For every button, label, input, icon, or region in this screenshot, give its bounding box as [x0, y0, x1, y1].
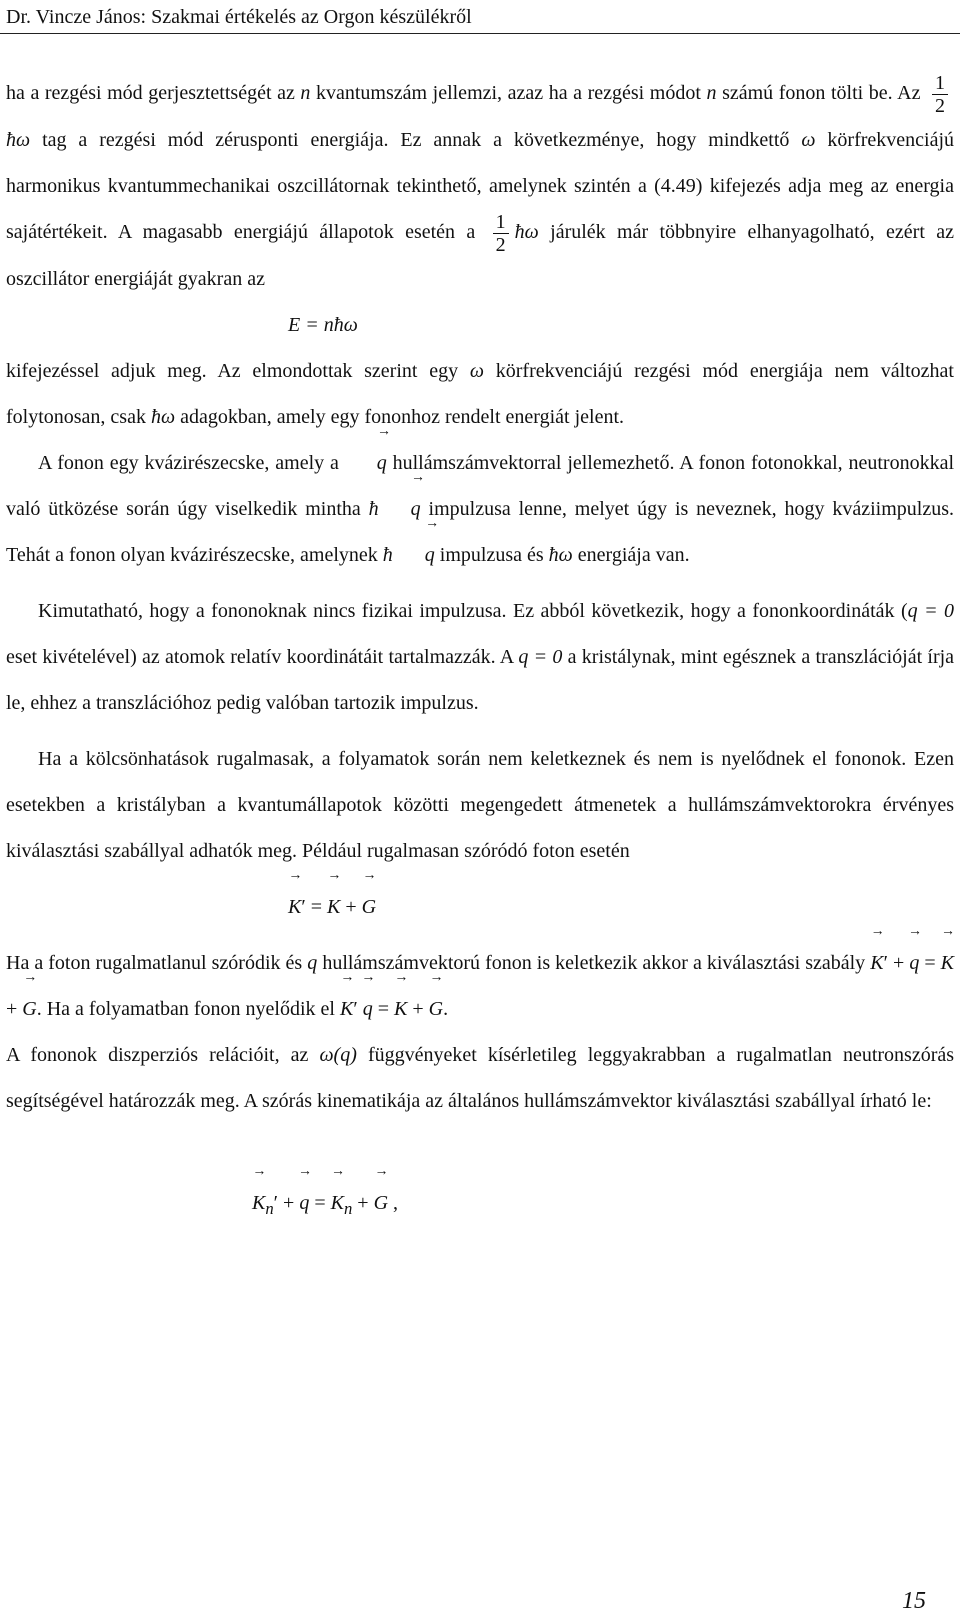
- math-vector-q: → q: [299, 1180, 309, 1226]
- math-equals: =: [309, 1191, 331, 1214]
- math-vector-K: → K: [394, 986, 407, 1032]
- math-vector-K: → K: [288, 884, 301, 930]
- text: tag a rezgési mód zérusponti energiája. Ez annak a következménye, hogy mindkettő: [42, 128, 790, 151]
- text: kvantumszám jellemzi, azaz ha a rezgési módot: [315, 82, 701, 104]
- math-vector-q: → q: [379, 486, 421, 532]
- equation-energy: E = nħω: [288, 313, 358, 336]
- text: hullámszámvektorú fonon is keletkezik akkor a kiválasztási szabály: [322, 951, 866, 974]
- text: energiája van.: [577, 543, 690, 566]
- paragraph-6: [6, 940, 954, 1032]
- math-plus: +: [278, 1191, 300, 1214]
- math-plus: +: [340, 895, 362, 918]
- fraction-half: [932, 72, 948, 117]
- equation-selection-rule: [6, 1180, 954, 1232]
- math-vector-q: → q: [393, 532, 435, 578]
- paragraph-1: [6, 70, 954, 302]
- fraction-numerator: 1: [932, 72, 948, 95]
- math-vector-q: → q: [363, 986, 373, 1032]
- math-plus: +: [352, 1191, 374, 1214]
- math-equals: =: [919, 951, 941, 974]
- math-plus: +: [407, 997, 429, 1020]
- document-body: [6, 70, 954, 1232]
- paragraph-5: [6, 736, 954, 874]
- fraction-numerator: 1: [493, 211, 509, 234]
- text: A fonon egy kvázirészecske, amely a: [38, 451, 339, 474]
- math-vector-K: → K: [252, 1180, 265, 1226]
- fraction-denominator: 2: [495, 233, 506, 256]
- math-omega-of-q: ω(q): [319, 1043, 357, 1066]
- math-prime: ′: [301, 895, 306, 918]
- fraction-half: [493, 211, 509, 256]
- text: . Ha a folyamatban fonon nyelődik el: [36, 997, 335, 1020]
- math-omega: ω: [801, 128, 816, 151]
- math-vector-q: → q: [345, 440, 387, 486]
- page-header: Dr. Vincze János: Szakmai értékelés az Orgon készülékről: [6, 6, 472, 28]
- math-q: q: [307, 951, 318, 974]
- math-vector-K: → K: [340, 986, 353, 1032]
- math-vector-G: → G: [374, 1180, 388, 1226]
- paragraph-4: [6, 588, 954, 726]
- text: hullámszámvektorral jellemezhető. A fonon fotonokkal, neutronokkal való ütközése során úgy viselkedik mintha: [6, 451, 955, 520]
- math-subscript-n: n: [265, 1198, 274, 1218]
- math-subscript-n: n: [343, 1198, 353, 1218]
- text: .: [443, 997, 449, 1020]
- math-q-zero: q = 0: [518, 645, 563, 668]
- math-hbar: ħ: [368, 497, 379, 520]
- math-prime: ′: [883, 951, 888, 974]
- fraction-denominator: 2: [935, 94, 946, 117]
- math-vector-K: → K: [941, 940, 954, 986]
- math-vector-K: → K: [331, 1180, 344, 1226]
- text: függvényeket kísérletileg leggyakrabban a rugalmatlan neutronszórás segítségével határozzák meg. A szórás kinematikája az általános hullámszámvektor kiválasztási szabállyal írható le:: [6, 1043, 955, 1112]
- math-n: n: [300, 82, 311, 104]
- text: kifejezéssel adjuk meg. Az elmondottak szerint egy: [6, 359, 459, 382]
- paragraph-2: [6, 348, 954, 440]
- text: Kimutatható, hogy a fononoknak nincs fizikai impulzusa. Ez abból következik, hogy a fononkoordináták (: [38, 599, 908, 622]
- text: A fononok diszperziós relációit, az: [6, 1043, 309, 1066]
- math-vector-G: → G: [22, 986, 36, 1032]
- header-divider: [0, 33, 960, 34]
- math-q-zero: q = 0: [907, 599, 955, 622]
- equation-elastic: [6, 884, 954, 930]
- math-equals: =: [372, 997, 394, 1020]
- text: járulék már többnyire elhanyagolható, ezért az oszcillátor energiáját gyakran az: [6, 220, 954, 290]
- text: számú fonon tölti be. Az: [722, 82, 921, 104]
- text: eset kivételével) az atomok relatív koordinátáit tartalmazzák. A: [6, 645, 514, 668]
- text: impulzusa lenne, melyet úgy is neveznek, hogy kváziimpulzus. Tehát a fonon olyan kvázirészecske, amelynek: [6, 497, 955, 566]
- math-comma: ,: [388, 1191, 399, 1214]
- math-hbar: ħ: [382, 543, 393, 566]
- math-vector-G: → G: [362, 884, 376, 930]
- math-hbar-omega: ħω: [150, 405, 176, 428]
- page-number: 15: [902, 1588, 926, 1614]
- math-n: n: [706, 82, 717, 104]
- math-vector-K: → K: [327, 884, 340, 930]
- text: Ha a foton rugalmatlanul szóródik és: [6, 951, 303, 974]
- math-vector-q: → q: [909, 940, 919, 986]
- text: a kristálynak, mint egésznek a transzlációját írja le, ehhez a transzlációhoz pedig valóban tartozik impulzus.: [6, 645, 955, 714]
- math-plus: +: [6, 997, 23, 1020]
- text: körfrekvenciájú rezgési mód energiája nem változhat folytonosan, csak: [6, 359, 954, 428]
- text: Ha a kölcsönhatások rugalmasak, a folyamatok során nem keletkeznek és nem is nyelődnek el fononok. Ezen esetekben a kristályban a kvantumállapotok közötti megengedett átmenetek a hullámszámvektorokra érvényes kiválasztási szabállyal adhatók meg. Például rugalmasan szóródó foton esetén: [6, 747, 954, 862]
- math-vector-K: → K: [870, 940, 883, 986]
- math-prime: ′: [353, 997, 358, 1020]
- math-plus: +: [887, 951, 910, 974]
- text: ha a rezgési mód gerjesztettségét az: [6, 82, 295, 104]
- math-vector-G: → G: [429, 986, 443, 1032]
- math-equals: =: [305, 895, 327, 918]
- math-omega: ω: [469, 359, 484, 382]
- math-hbar-omega: ħω: [6, 128, 31, 151]
- math-prime: ′: [273, 1191, 279, 1214]
- text: impulzusa és: [439, 543, 544, 566]
- math-hbar-omega: ħω: [548, 543, 573, 566]
- math-hbar-omega: ħω: [514, 220, 539, 243]
- paragraph-7: [6, 1032, 954, 1124]
- text: adagokban, amely egy fononhoz rendelt energiát jelent.: [180, 405, 625, 428]
- paragraph-3: [6, 440, 954, 578]
- text: körfrekvenciájú harmonikus kvantummechanikai oszcillátornak tekinthető, amelynek szintén a (4.49) kifejezés adja meg az energia sajátértékeit. A magasabb energiájú állapotok esetén a: [6, 128, 955, 243]
